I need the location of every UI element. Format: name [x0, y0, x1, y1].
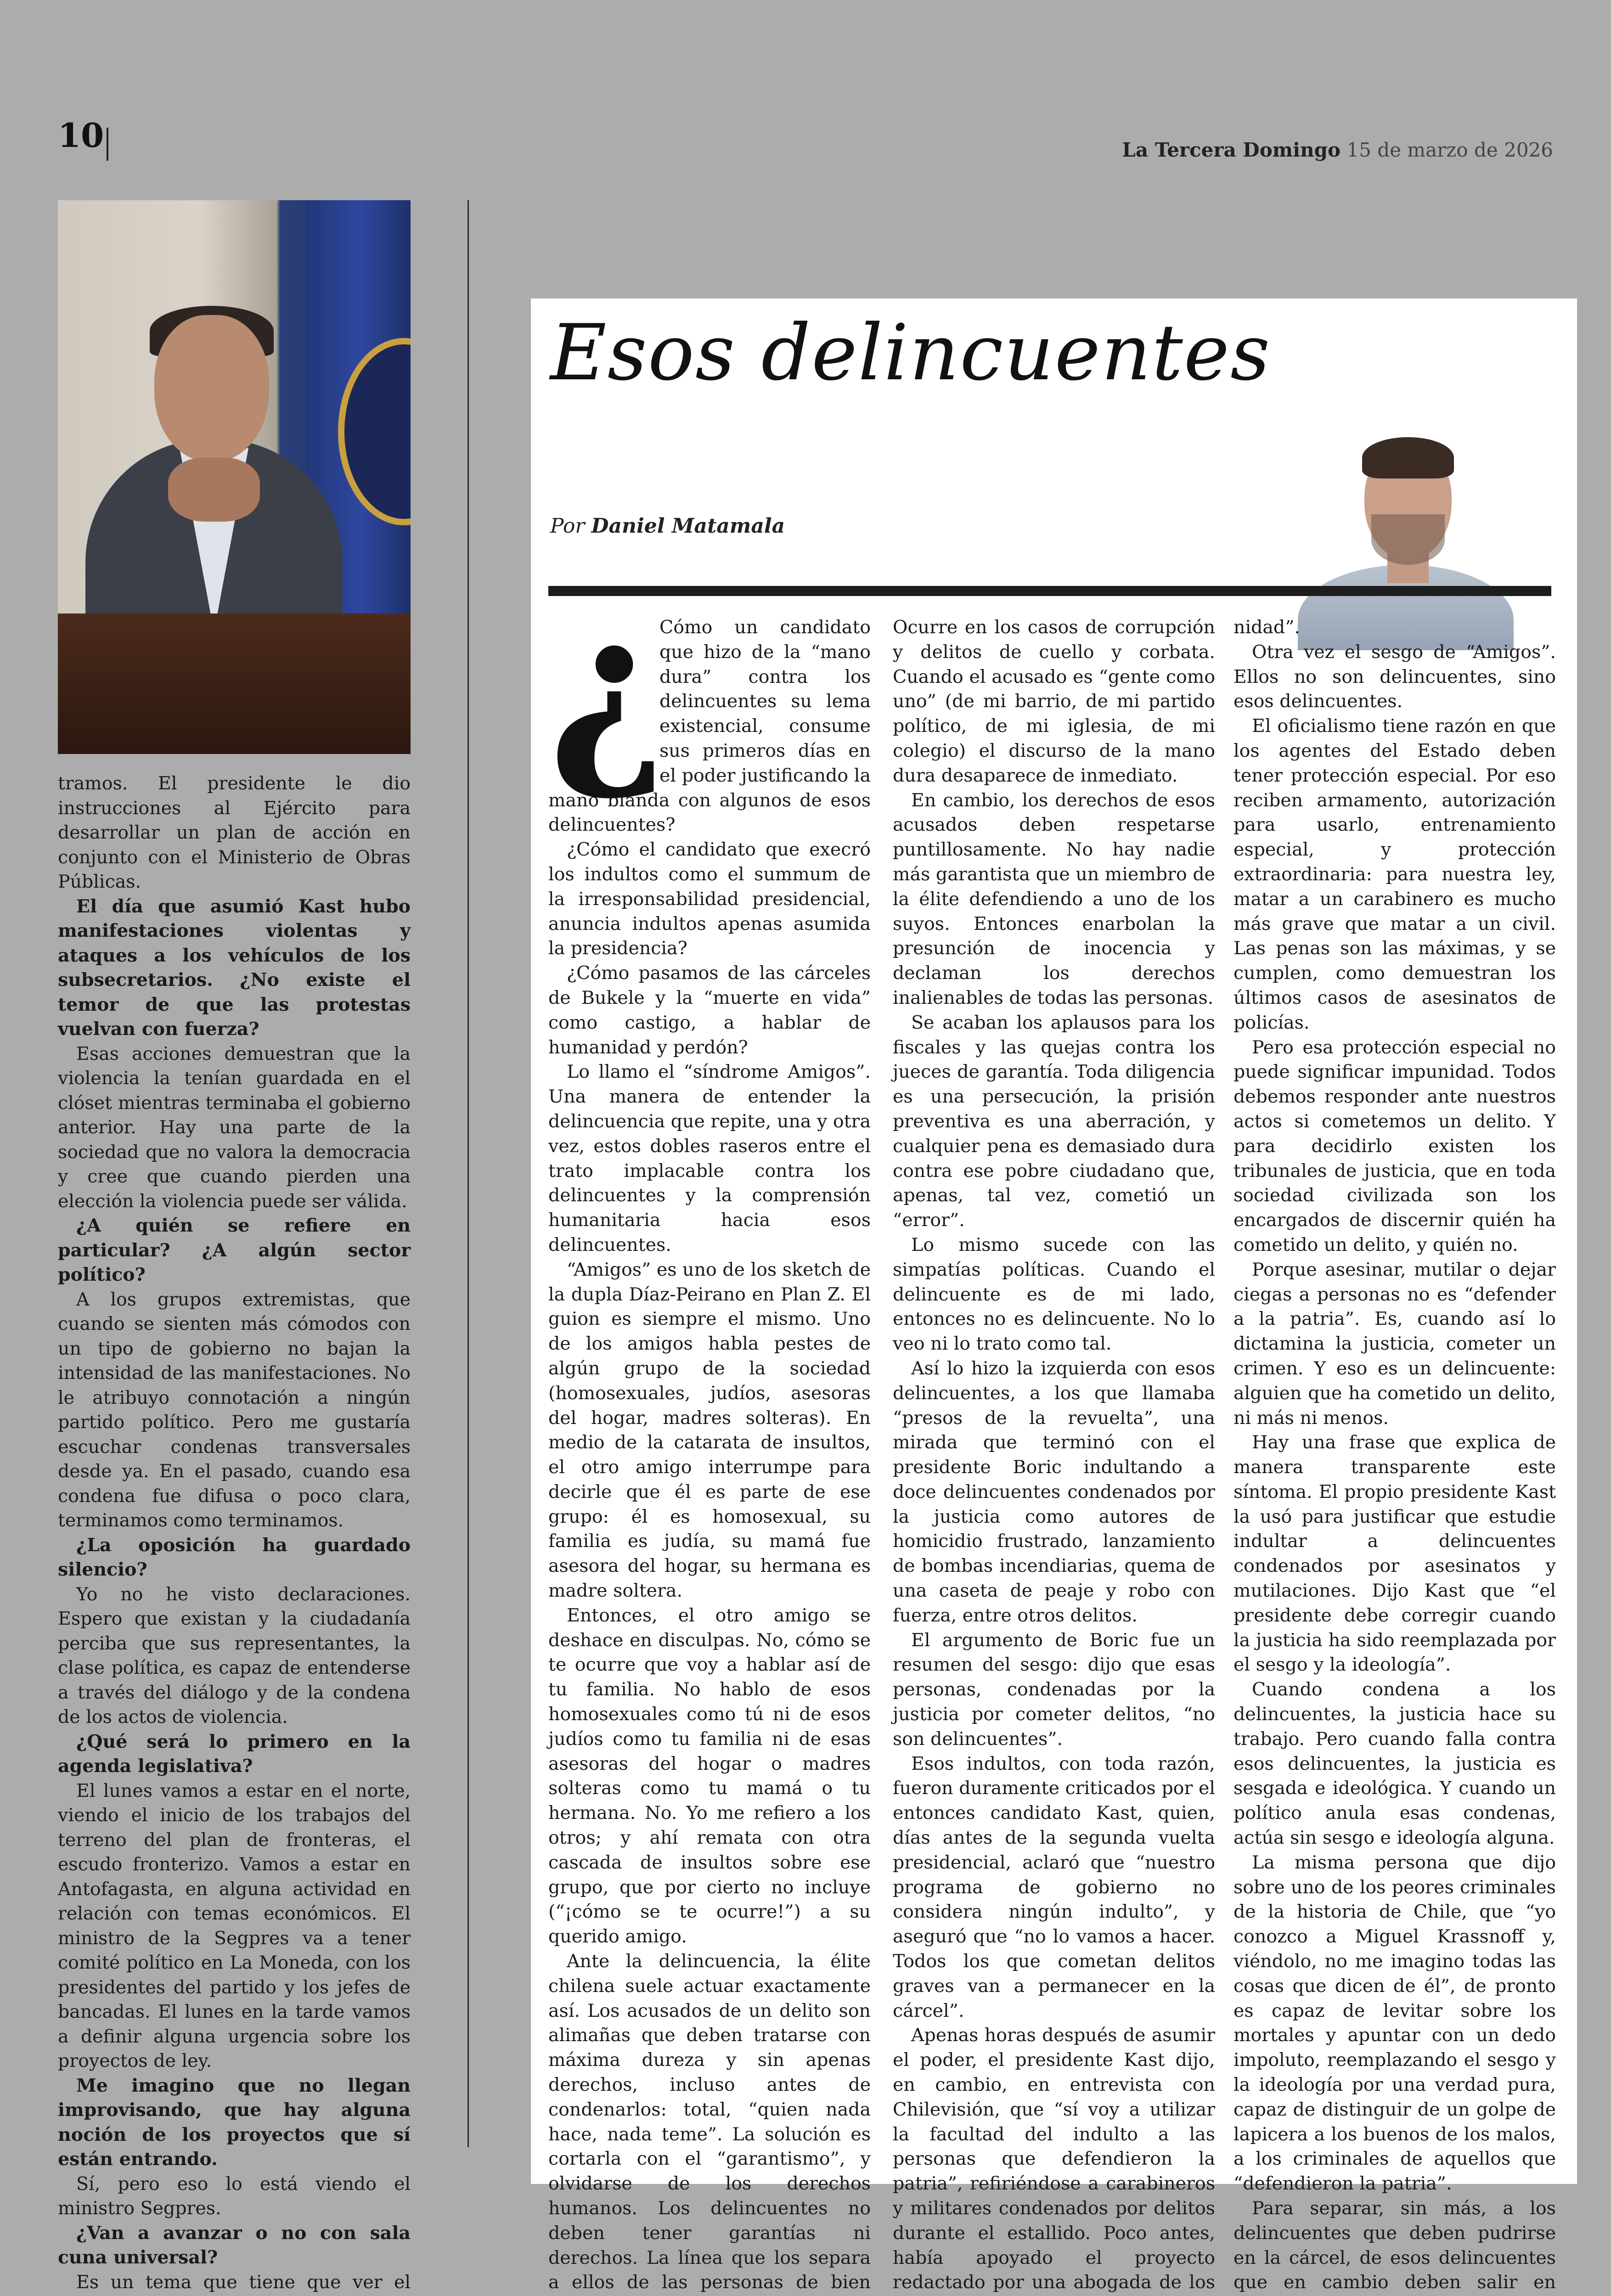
column-divider — [468, 200, 469, 2147]
interview-question: ¿Van a avanzar o no con sala cuna universal? — [58, 2221, 411, 2270]
opinion-article — [531, 298, 1577, 2184]
article-paragraph: Porque asesinar, mutilar o dejar ciegas a personas no es “defender a la patria”. Es, cuando así lo dictamina la justicia, cometer un crimen. Y eso es un delincuente: alguien que ha cometido un delito, ni más ni menos. — [1234, 1258, 1556, 1431]
article-paragraph: En cambio, los derechos de esos acusados deben respetarse puntillosamente. No hay nadie más garantista que un miembro de la élite defendiendo a uno de los suyos. Entonces enarbolan la presunción de inocencia y declaman los derechos inalienables de todas las personas. — [893, 788, 1215, 1011]
page-number-divider — [107, 128, 108, 161]
interview-photo — [58, 200, 411, 754]
interview-answer: Es un tema que tiene que ver el — [58, 2270, 411, 2296]
article-paragraph: Se acaban los aplausos para los fiscales y las quejas contra los jueces de garantía. Toda diligencia es una persecución, la prisión preventiva es una aberración, y cualquier pena es demasiado dura contra ese pobre ciudadano que, apenas, tal vez, cometió un “error”. — [893, 1011, 1215, 1233]
article-paragraph: Cómo un candidato que hizo de la “mano dura” contra los delincuentes su lema existencial, consume sus primeros días en el poder justificando la mano blanda con algunos de esos delincuentes? — [548, 615, 871, 838]
article-column-2 — [893, 615, 1215, 2296]
article-paragraph: Para separar, sin más, a los delincuentes que deben pudrirse en la cárcel, de esos delincuentes que en cambio deben salir en — [1234, 2196, 1556, 2296]
interview-text — [58, 771, 411, 2296]
drop-cap: ¿ — [548, 617, 653, 782]
article-paragraph: “Amigos” es uno de los sketch de la dupla Díaz-Peirano en Plan Z. El guion es siempre el mismo. Uno de los amigos habla pestes de algún grupo de la sociedad (homosexuales, judíos, asesoras del hogar, madres solteras). En medio de la catarata de insultos, el otro amigo interrumpe para decirle que él es parte de ese grupo: él es homosexual, su familia es judía, su mamá fue asesora del hogar, su hermana es madre soltera. — [548, 1258, 871, 1604]
article-paragraph: El oficialismo tiene razón en que los agentes del Estado deben tener protección especial. Por eso reciben armamento, autorización para usarlo, entrenamiento especial, y protección extraordinaria: para nuestra ley, matar a un carabinero es mucho más grave que matar a un civil. Las penas son las máximas, y se cumplen, como demuestran los últimos casos de asesinatos de policías. — [1234, 714, 1556, 1035]
interview-question: ¿A quién se refiere en particular? ¿A algún sector político? — [58, 1214, 411, 1288]
article-paragraph: Lo llamo el “síndrome Amigos”. Una manera de entender la delincuencia que repite, una y otra vez, estos dobles raseros entre el trato implacable contra los delincuentes y la comprensión humanitaria hacia esos delincuentes. — [548, 1060, 871, 1257]
interview-answer: tramos. El presidente le dio instrucciones al Ejército para desarrollar un plan de acción en conjunto con el Ministerio de Obras Públicas. — [58, 771, 411, 895]
interview-question: El día que asumió Kast hubo manifestaciones violentas y ataques a los vehículos de los subsecretarios. ¿No existe el temor de que las protestas vuelvan con fuerza? — [58, 895, 411, 1042]
article-paragraph: Ocurre en los casos de corrupción y delitos de cuello y corbata. Cuando el acusado es “gente como uno” (de mi barrio, de mi partido político, de mi iglesia, de mi colegio) el discurso de la mano dura desaparece de inmediato. — [893, 615, 1215, 788]
interview-question: Me imagino que no llegan improvisando, que hay alguna noción de los proyectos que sí están entrando. — [58, 2074, 411, 2172]
author-portrait — [1293, 413, 1514, 650]
article-paragraph: Lo mismo sucede con las simpatías políticas. Cuando el delincuente es de mi lado, entonces no es delincuente. No lo veo ni lo trato como tal. — [893, 1233, 1215, 1356]
article-paragraph: Entonces, el otro amigo se deshace en disculpas. No, cómo se te ocurre que voy a hablar así de tu familia. No hablo de esos homosexuales como tú ni de esos judíos como tu familia ni de esas asesoras del hogar o madres solteras como tu mamá o tu hermana. No. Yo me refiero a los otros; y ahí remata con otra cascada de insultos sobre ese grupo, que por cierto no incluye (“¡cómo se te ocurre!”) a su querido amigo. — [548, 1604, 871, 1949]
author-name: Daniel Matamala — [591, 514, 785, 538]
article-paragraph: ¿Cómo el candidato que execró los indultos como el summum de la irresponsabilidad presidencial, anuncia indultos apenas asumida la presidencia? — [548, 838, 871, 961]
interview-answer: El lunes vamos a estar en el norte, viendo el inicio de los trabajos del terreno del plan de fronteras, el escudo fronterizo. Vamos a estar en Antofagasta, en alguna actividad en relación con temas económicos. El ministro de la Segpres va a tener comité político en La Moneda, con los presidentes del partido y los jefes de bancadas. El lunes en la tarde vamos a definir alguna urgencia sobre los proyectos de ley. — [58, 1779, 411, 2074]
publication-name: La Tercera Domingo — [1122, 139, 1341, 161]
headline-rule — [548, 586, 1551, 596]
interview-question: ¿La oposición ha guardado silencio? — [58, 1533, 411, 1582]
byline — [550, 514, 785, 538]
article-column-1 — [548, 615, 871, 2296]
article-paragraph: Cuando condena a los delincuentes, la justicia hace su trabajo. Pero cuando falla contra esos delincuentes, la justicia es sesgada e ideológica. Y cuando un político anula esas condenas, actúa sin sesgo e ideología alguna. — [1234, 1677, 1556, 1851]
interview-question: ¿Qué será lo primero en la agenda legislativa? — [58, 1730, 411, 1779]
byline-prefix: Por — [550, 514, 585, 538]
interview-answer: A los grupos extremistas, que cuando se sienten más cómodos con un tipo de gobierno no bajan la intensidad de las manifestaciones. No le atribuyo connotación a ningún partido político. Pero me gustaría escuchar condenas transversales desde ya. En el pasado, cuando esa condena fue difusa o poco clara, terminamos como terminamos. — [58, 1288, 411, 1533]
article-paragraph: Ante la delincuencia, la élite chilena suele actuar exactamente así. Los acusados de un delito son alimañas que deben tratarse con máxima dureza y sin apenas derechos, incluso antes de condenarlos: total, “quien nada hace, nada teme”. La solución es cortarla con el “garantismo”, y olvidarse de los derechos humanos. Los delincuentes no deben tener garantías ni derechos. La línea que los separa a ellos de las personas de bien — [548, 1949, 871, 2296]
article-column-3 — [1234, 615, 1556, 2296]
publication-date: 15 de marzo de 2026 — [1346, 139, 1553, 161]
article-headline: Esos delincuentes — [550, 308, 1271, 398]
article-paragraph: ¿Cómo pasamos de las cárceles de Bukele y la “muerte en vida” como castigo, a hablar de humanidad y perdón? — [548, 961, 871, 1060]
article-paragraph: Pero esa protección especial no puede significar impunidad. Todos debemos responder ante nuestros actos si cometemos un delito. Y para decidirlo existen los tribunales de justicia, que en toda sociedad civilizada son los encargados de discernir quién ha cometido un delito, y quién no. — [1234, 1035, 1556, 1258]
interview-answer: Yo no he visto declaraciones. Espero que existan y la ciudadanía perciba que sus representantes, la clase política, es capaz de entenderse a través del diálogo y de la condena de los actos de violencia. — [58, 1582, 411, 1730]
article-paragraph: nidad”. — [1234, 615, 1556, 640]
article-paragraph: Apenas horas después de asumir el poder, el presidente Kast dijo, en cambio, en entrevista con Chilevisión, que “sí voy a utilizar la facultad del indulto a las personas que defendieron la patria”, refiriéndose a carabineros y militares condenados por delitos durante el estallido. Poco antes, había apoyado el proyecto redactado por una abogada de los — [893, 2023, 1215, 2296]
article-paragraph: La misma persona que dijo sobre uno de los peores criminales de la historia de Chile, que “yo conozco a Miguel Krassnoff y, viéndolo, no me imagino todas las cosas que dicen de él”, de pronto es capaz de levitar sobre los mortales y apuntar con un dedo impoluto, reemplazando el sesgo y la ideología por una verdad pura, capaz de distinguir de un golpe de lapicera a los buenos de los malos, a los criminales de aquellos que “defendieron la patria”. — [1234, 1851, 1556, 2196]
article-paragraph: Esos indultos, con toda razón, fueron duramente criticados por el entonces candidato Kast, quien, días antes de la segunda vuelta presidencial, aclaró que “nuestro programa de gobierno no considera ningún indulto”, y aseguró que “no lo vamos a hacer. Todos los que cometan delitos graves van a permanecer en la cárcel”. — [893, 1752, 1215, 2024]
article-paragraph: El argumento de Boric fue un resumen del sesgo: dijo que esas personas, condenadas por la justicia por cometer delitos, “no son delincuentes”. — [893, 1628, 1215, 1752]
article-paragraph: Otra vez el sesgo de “Amigos”. Ellos no son delincuentes, sino esos delincuentes. — [1234, 640, 1556, 714]
article-paragraph: Así lo hizo la izquierda con esos delincuentes, a los que llamaba “presos de la revuelta”, una mirada que terminó con el presidente Boric indultando a doce delincuentes condenados por la justicia como autores de homicidio frustrado, lanzamiento de bombas incendiarias, quema de una caseta de peaje y robo con fuerza, entre otros delitos. — [893, 1356, 1215, 1628]
desk — [58, 613, 411, 754]
interview-answer: Esas acciones demuestran que la violencia la tenían guardada en el clóset mientras terminaba el gobierno anterior. Hay una parte de la sociedad que no valora la democracia y cree que cuando pierden una elección la violencia puede ser válida. — [58, 1042, 411, 1214]
article-paragraph: Hay una frase que explica de manera transparente este síntoma. El propio presidente Kast la usó para justificar que estudie indultar a delincuentes condenados por asesinatos y mutilaciones. Dijo Kast que “el presidente debe corregir cuando la justicia ha sido reemplazada por el sesgo y la ideología”. — [1234, 1430, 1556, 1677]
interview-answer: Sí, pero eso lo está viendo el ministro Segpres. — [58, 2172, 411, 2221]
masthead — [1122, 139, 1553, 161]
page-number: 10 — [58, 116, 104, 155]
